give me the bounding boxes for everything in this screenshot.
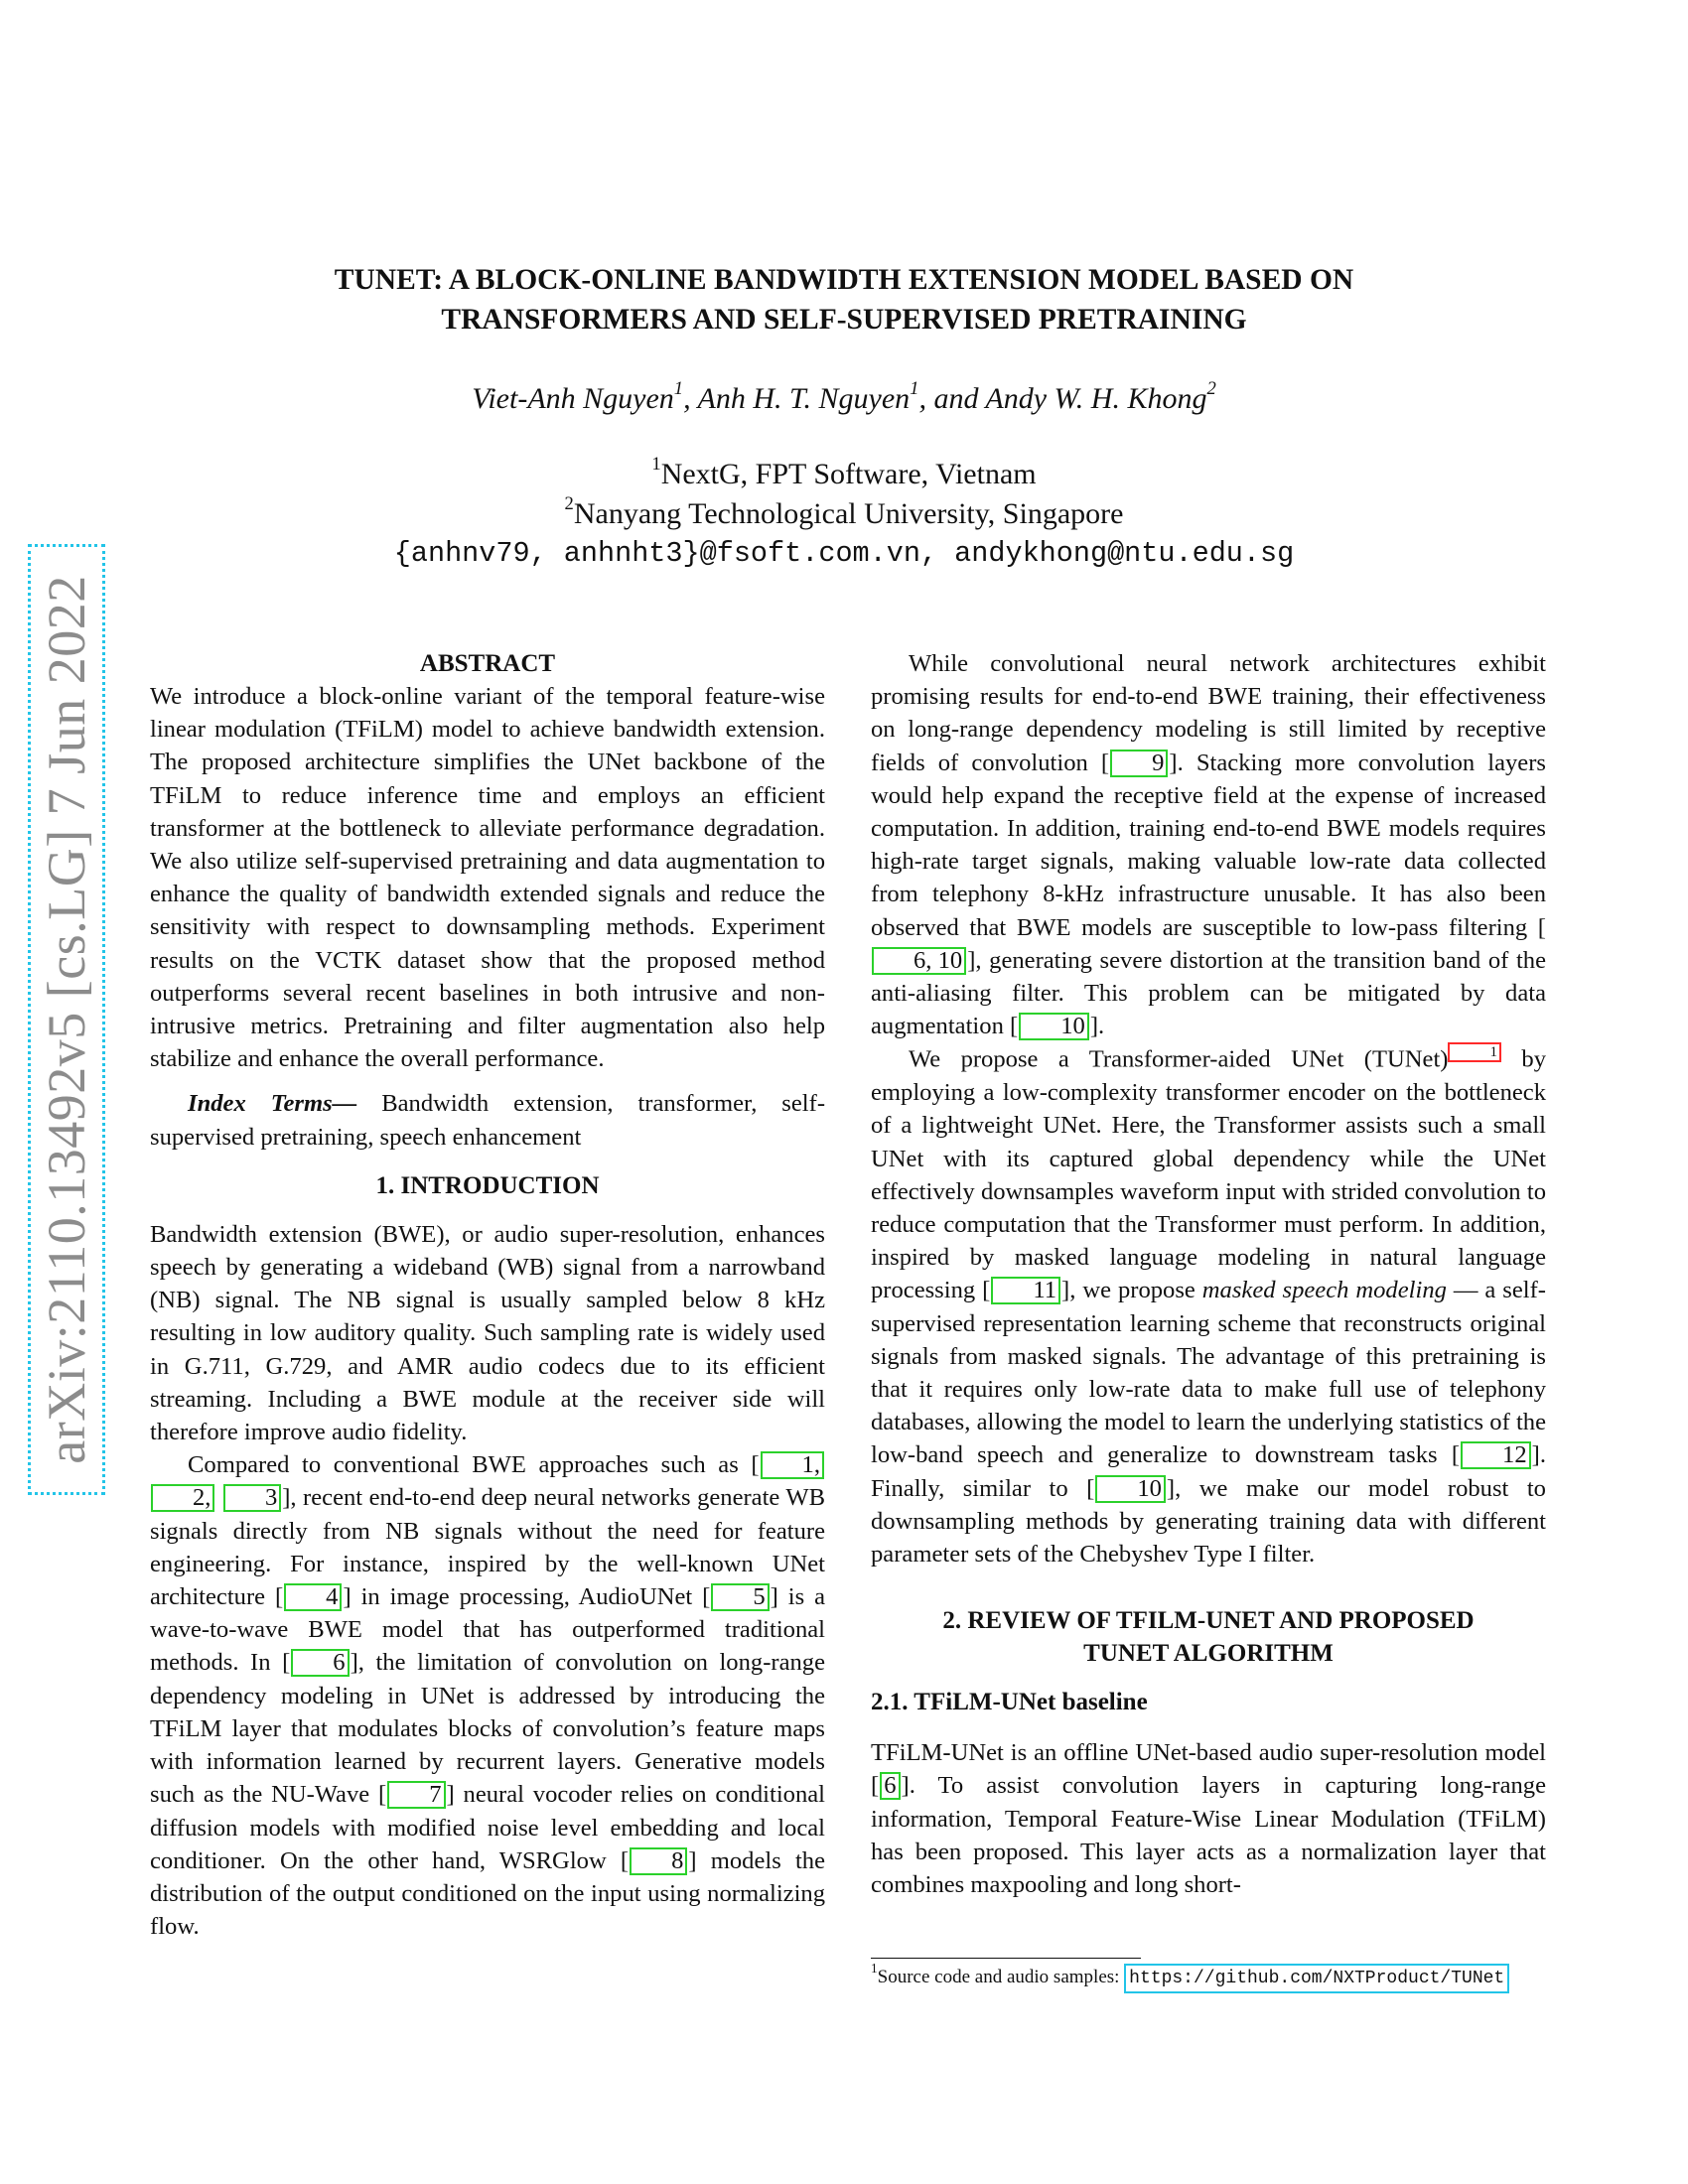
- paper-title: [218, 260, 1470, 340]
- citation-link[interactable]: 6, 10: [872, 947, 966, 975]
- citation-link[interactable]: 8: [630, 1847, 687, 1875]
- abstract-heading: ABSTRACT: [419, 650, 556, 677]
- citation-link[interactable]: 12: [1461, 1441, 1531, 1469]
- text-span: . Finally, similar to: [871, 1441, 1546, 1502]
- author-list: [218, 379, 1470, 419]
- text-span: , we propose: [1069, 1277, 1202, 1304]
- intro-paragraph-3: While convolutional neural network architectures exhibit promising results for end-to-end BWE training, their effectiveness on long-range dependency modeling is still limited by receptive fields of convolution [ 9 ]. Stacking more convolution layers would help expand the receptive field at the expense of increased computation. In addition, training end-to-end BWE models requires high-rate target signals, making valuable low-rate data collected from telephony 8-kHz infrastructure unusable. It has also been observed that BWE models are susceptible to low-pass filtering [6, 10 ], generating severe distortion at the transition band of the anti-aliasing filter. This problem can be mitigated by data augmentation [ 10 ].: [871, 650, 1546, 1040]
- citation-link[interactable]: 5: [711, 1583, 769, 1611]
- text-span: .: [1098, 1013, 1105, 1040]
- index-terms-label: Index Terms—: [188, 1090, 357, 1118]
- citation-link[interactable]: 6: [880, 1772, 900, 1800]
- text-span: is a wave-to-wave BWE model that has outperformed traditional methods. In: [150, 1583, 825, 1677]
- author-2: , Anh H. T. Nguyen: [683, 382, 911, 415]
- footnote-link[interactable]: 1: [1448, 1042, 1501, 1062]
- affiliation-2-mark: 2: [564, 493, 574, 515]
- citation-link[interactable]: 7: [387, 1781, 445, 1809]
- text-span: , we make our model robust to downsampling methods by generating training data with different parameter sets of the Chebyshev Type I filter.: [871, 1474, 1546, 1568]
- title-line-2: TRANSFORMERS AND SELF-SUPERVISED PRETRAINING: [441, 304, 1247, 336]
- affiliation-1-text: NextG, FPT Software, Vietnam: [660, 458, 1037, 490]
- text-span: ], recent end-to-end deep neural networks generate WB signals directly from NB signals without the need for feature engineering. For instance, inspired by the well-known UNet architecture: [150, 1484, 825, 1611]
- author-3-affil: 2: [1206, 378, 1216, 400]
- intro-paragraph-2: Compared to conventional BWE approaches such as [ 1, 2, 3 ], recent end-to-end deep neural networks generate WB signals directly from NB signals without the need for feature engineering. For instance, inspired by the well-known UNet architecture [ 4 ] in image processing, AudioUNet [ 5 ] is a wave-to-wave BWE model that has outperformed traditional methods. In [ 6 ], the limitation of convolution on long-range dependency modeling in UNet is addressed by introducing the TFiLM layer that modulates blocks of convolution’s feature maps with information learned by recurrent layers. Generative models such as the NU-Wave [ 7 ] neural vocoder relies on conditional diffusion models with modified noise level embedding and local conditioner. On the other hand, WSRGlow [ 8 ] models the distribution of the output conditioned on the input using normalizing flow.: [150, 1451, 825, 1941]
- section-2-heading-line-1: 2. REVIEW OF TFILM-UNET AND PROPOSED: [942, 1607, 1475, 1635]
- citation-link[interactable]: 2,: [151, 1484, 214, 1512]
- intro-paragraph-4: We propose a Transformer-aided UNet (TUNet) 1 by employing a low-complexity transformer encoder on the bottleneck of a lightweight UNet. Here, the Transformer assists such a small UNet with its captured global dependency while the UNet effectively downsamples waveform input with strided convolution to reduce computation that the Transformer must perform. In addition, inspired by masked language modeling in natural language processing [ 11 ], we propose masked speech modeling — a self-supervised representation learning scheme that reconstructs original signals from masked signals. The advantage of this pretraining is that it requires only low-rate data to make full use of telephony databases, allowing the model to learn the underlying statistics of the low-band speech and generalize to downstream tasks [ 12 ]. Finally, similar to [ 10 ], we make our model robust to downsampling methods by generating training data with different parameter sets of the Chebyshev Type I filter.: [871, 1044, 1546, 1568]
- author-1: Viet-Anh Nguyen: [472, 382, 674, 415]
- footnote-rule: [871, 1958, 1141, 1959]
- source-code-link[interactable]: https://github.com/NXTProduct/TUNet: [1124, 1964, 1509, 1993]
- right-column: [871, 647, 1546, 1901]
- citation-link[interactable]: 10: [1019, 1013, 1089, 1040]
- arxiv-id[interactable]: arXiv:2110.13492v5 [cs.LG] 7 Jun 2022: [37, 575, 96, 1464]
- text-span: in image processing, AudioUNet: [351, 1583, 703, 1611]
- citation-link[interactable]: 4: [284, 1583, 342, 1611]
- affiliation-1: [218, 455, 1470, 494]
- author-emails: {anhnv79, anhnht3}@fsoft.com.vn, andykhong@ntu.edu.sg: [393, 537, 1295, 570]
- text-span: . To assist convolution layers in capturing long-range information, Temporal Feature-Wise Linear Modulation (TFiLM) has been proposed. This layer acts as a normalization layer that combines maxpooling and long short-: [871, 1772, 1546, 1898]
- text-span: , the limitation of convolution on long-range dependency modeling in UNet is addressed by introducing the TFiLM layer that modulates blocks of convolution’s feature maps with information learned by recurrent layers. Generative models such as the NU-Wave: [150, 1649, 825, 1809]
- author-2-affil: 1: [910, 378, 919, 400]
- abstract-text: We introduce a block-online variant of the temporal feature-wise linear modulation (TFiLM) model to achieve bandwidth extension. The proposed architecture simplifies the UNet backbone of the TFiLM to reduce inference time and employs an efficient transformer at the bottleneck to alleviate performance degradation. We also utilize self-supervised pretraining and data augmentation to enhance the quality of bandwidth extended signals and reduce the sensitivity with respect to downsampling methods. Experiment results on the VCTK dataset show that the proposed method outperforms several recent baselines in both intrusive and non-intrusive metrics. Pretraining and filter augmentation also help stabilize and enhance the overall performance.: [150, 683, 825, 1073]
- text-span: TFiLM-UNet is an offline UNet-based audio super-resolution model: [871, 1739, 1546, 1767]
- arxiv-stamp[interactable]: [28, 544, 105, 1495]
- citation-link[interactable]: 1,: [761, 1451, 824, 1479]
- index-terms-text: Bandwidth extension, transformer, self-supervised pretraining, speech enhancement: [150, 1090, 826, 1151]
- intro-heading: 1. INTRODUCTION: [375, 1171, 600, 1199]
- text-span: , generating severe distortion at the transition band of the anti-aliasing filter. This problem can be mitigated by data augmentation: [871, 946, 1546, 1040]
- citation-link[interactable]: 9: [1110, 750, 1168, 777]
- intro-paragraph-1: Bandwidth extension (BWE), or audio super-resolution, enhances speech by generating a wideband (WB) signal from a narrowband (NB) signal. The NB signal is usually sampled below 8 kHz resulting in low auditory quality. Such sampling rate is widely used in G.711, G.729, and AMR audio codecs due to its efficient streaming. Including a BWE module at the receiver side will therefore improve audio fidelity.: [150, 1220, 825, 1446]
- affiliation-2-text: Nanyang Technological University, Singapore: [573, 497, 1124, 530]
- text-span: neural vocoder relies on conditional diffusion models with modified noise level embedding and local conditioner. On the other hand, WSRGlow: [150, 1781, 825, 1874]
- footnote-text: Source code and audio samples:: [877, 1967, 1125, 1987]
- section-2-1-paragraph: TFiLM-UNet is an offline UNet-based audio super-resolution model [ 6 ]. To assist convolution layers in capturing long-range information, Temporal Feature-Wise Linear Modulation (TFiLM) has been proposed. This layer acts as a normalization layer that combines maxpooling and long short-: [871, 1739, 1546, 1898]
- emphasis-term: masked speech modeling: [1201, 1277, 1447, 1304]
- citation-link[interactable]: 10: [1095, 1475, 1166, 1503]
- author-3: , and Andy W. H. Khong: [918, 382, 1207, 415]
- index-terms: [150, 1087, 825, 1153]
- text-span: . Stacking more convolution layers would help expand the receptive field at the expense of increased computation. In addition, training end-to-end BWE models requires high-rate target signals, making valuable low-rate data collected from telephony 8-kHz infrastructure unusable. It has also been observed that BWE models are susceptible to low-pass filtering: [871, 749, 1546, 941]
- text-span: While convolutional neural network architectures exhibit promising results for end-to-end BWE training, their effectiveness on long-range dependency modeling is still limited by receptive fields of convolution: [871, 650, 1546, 776]
- text-span: We propose a Transformer-aided UNet (TUNet): [909, 1045, 1449, 1073]
- citation-link[interactable]: 3: [223, 1484, 281, 1512]
- affiliation-2: [218, 494, 1470, 534]
- text-span: — a self-supervised representation learning scheme that reconstructs original signals from masked signals. The advantage of this pretraining is that it requires only low-rate data to make full use of telephony databases, allowing the model to learn the underlying statistics of the low-band speech and generalize to downstream tasks: [871, 1277, 1546, 1469]
- citation-link[interactable]: 11: [991, 1277, 1060, 1304]
- text-span: by employing a low-complexity transformer encoder on the bottleneck of a lightweight UNet. Here, the Transformer assists such a small UNet with its captured global dependency while the UNet effectively downsamples waveform input with strided convolution to reduce computation that the Transformer must perform. In addition, inspired by masked language modeling in natural language processing: [871, 1045, 1546, 1304]
- footnote: [871, 1961, 1665, 1993]
- section-2-heading: [871, 1604, 1546, 1670]
- affiliation-1-mark: 1: [651, 454, 661, 476]
- text-span: Compared to conventional BWE approaches such as: [188, 1451, 752, 1479]
- subsection-2-1-heading: 2.1. TFiLM-UNet baseline: [871, 1689, 1148, 1716]
- left-column: [150, 647, 825, 1943]
- section-2-heading-line-2: TUNET ALGORITHM: [1083, 1640, 1334, 1668]
- author-1-affil: 1: [673, 378, 684, 400]
- footnote-mark: 1: [871, 1961, 878, 1977]
- title-line-1: TUNET: A BLOCK-ONLINE BANDWIDTH EXTENSION MODEL BASED ON: [334, 264, 1354, 296]
- citation-link[interactable]: 6: [291, 1649, 349, 1677]
- text-span: models the distribution of the output conditioned on the input using normalizing flow.: [150, 1846, 825, 1941]
